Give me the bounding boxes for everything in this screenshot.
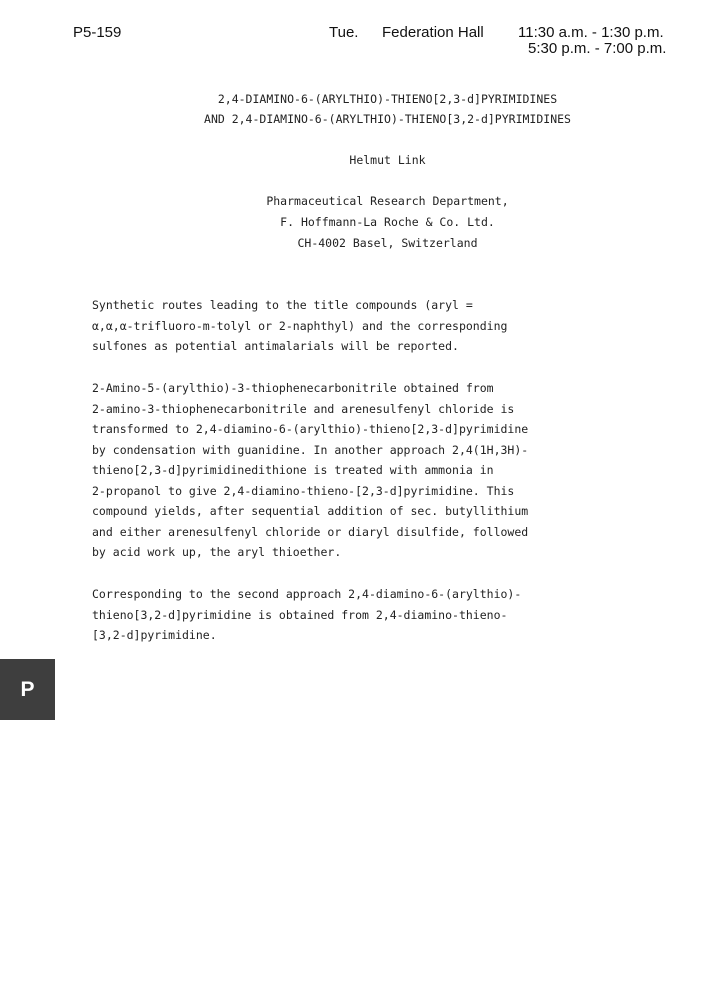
session-time-2: 5:30 p.m. - 7:00 p.m. [528, 40, 667, 57]
title-line-1: 2,4-DIAMINO-6-(ARYLTHIO)-THIENO[2,3-d]PYRIMIDINES [217, 92, 558, 106]
section-tab-p: P [0, 659, 55, 720]
title-line-2: AND 2,4-DIAMINO-6-(ARYLTHIO)-THIENO[3,2-d]PYRIMIDINES [204, 112, 571, 126]
abstract-paragraph-2: 2-Amino-5-(arylthio)-3-thiophenecarbonitrile obtained from 2-amino-3-thiophenecarbonitrile and arenesulfenyl chloride is transformed to 2,4-diamino-6-(arylthio)-thieno[2,3-d]pyrimidine by condensation with guanidine. In another approach 2,4(1H,3H)- thieno[2,3-d]pyrimidinedithione is treated with ammonia in 2-propanol to give 2,4-diamino-thieno-[2,3-d]pyrimidine. This compound yields, after sequential addition of sec. butyllithium and either arenesulfenyl chloride or diaryl disulfide, followed by acid work up, the aryl thioether. [92, 381, 529, 559]
session-location: Federation Hall [382, 24, 484, 41]
affiliation-line-1: Pharmaceutical Research Department, [266, 194, 509, 208]
affiliation-line-3: CH-4002 Basel, Switzerland [297, 236, 478, 250]
abstract-paragraph-1: Synthetic routes leading to the title compounds (aryl = α,α,α-trifluoro-m-tolyl or 2-naphthyl) and the corresponding sulfones as potential antimalarials will be reported. [92, 298, 508, 353]
affiliation-line-2: F. Hoffmann-La Roche & Co. Ltd. [280, 215, 495, 229]
session-time-1: 11:30 a.m. - 1:30 p.m. [518, 24, 664, 41]
session-day: Tue. [329, 24, 359, 41]
abstract-code: P5-159 [73, 24, 122, 41]
abstract-paragraph-3: Corresponding to the second approach 2,4-diamino-6-(arylthio)- thieno[3,2-d]pyrimidine is obtained from 2,4-diamino-thieno- [3,2-d]pyrimidine. [92, 587, 522, 642]
author-name: Helmut Link [349, 153, 426, 167]
